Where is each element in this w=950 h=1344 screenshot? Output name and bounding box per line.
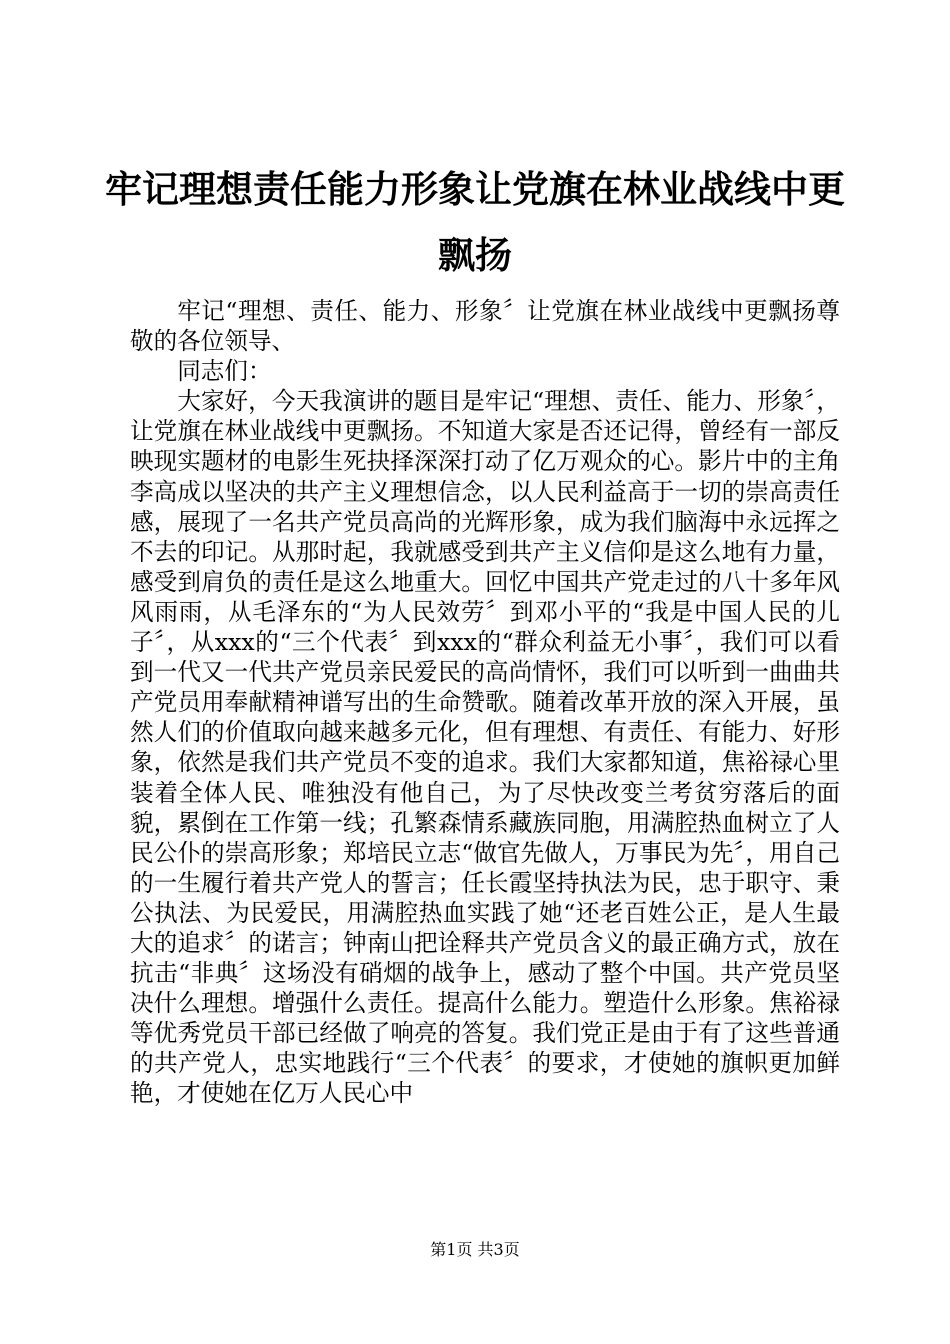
paragraph-greeting: 同志们： [177,357,272,386]
page-footer: 第1页 共3页 [430,1240,520,1259]
paragraph-main: 大家好，今天我演讲的题目是牢记“理想、责任、能力、形象〞，让党旗在林业战线中更飘扬。不知道大家是否还记得，曾经有一部反映现实题材的电影生死抉择深深打动了亿万观众的心。影片中的主角李高成以坚决的共产主义理想信念，以人民利益高于一切的崇高责任感，展现了一名共产党员高尚的光辉形象，成为我们脑海中永远挥之不去的印记。从那时起，我就感受到共产主义信仰是这么地有力量，感受到肩负的责任是这么地重大。回忆中国共产党走过的八十多年风风雨雨，从毛泽东的“为人民效劳〞到邓小平的“我是中国人民的儿子〞，从xxx的“三个代表〞到xxx的“群众利益无小事〞，我们可以看到一代又一代共产党员亲民爱民的高尚情怀，我们可以听到一曲曲共产党员用奉献精神谱写出的生命赞歌。随着改革开放的深入开展，虽然人们的价值取向越来越多元化，但有理想、有责任、有能力、好形象，依然是我们共产党员不变的追求。我们大家都知道，焦裕禄心里装着全体人民、唯独没有他自己，为了尽快改变兰考贫穷落后的面貌，累倒在工作第一线；孔繁森情系藏族同胞，用满腔热血树立了人民公仆的崇高形象；郑培民立志“做官先做人，万事民为先〞，用自己的一生履行着共产党人的誓言；任长霞坚持执法为民，忠于职守、秉公执法、为民爱民，用满腔热血实践了她“还老百姓公正，是人生最大的追求〞的诺言；钟南山把诠释共产党员含义的最正确方式，放在抗击“非典〞这场没有硝烟的战争上，感动了整个中国。共产党员坚决什么理想。增强什么责任。提高什么能力。塑造什么形象。焦裕禄等优秀党员干部已经做了响亮的答复。我们党正是由于有了这些普通的共产党人，忠实地践行“三个代表〞的要求，才使她的旗帜更加鲜艳，才使她在亿万人民心中 [130,387,840,1108]
document-body [130,296,840,1109]
paragraph-intro: 牢记“理想、责任、能力、形象〞让党旗在林业战线中更飘扬尊敬的各位领导、 [130,297,840,356]
document-title: 牢记理想责任能力形象让党旗在林业战线中更飘扬 [105,167,845,277]
